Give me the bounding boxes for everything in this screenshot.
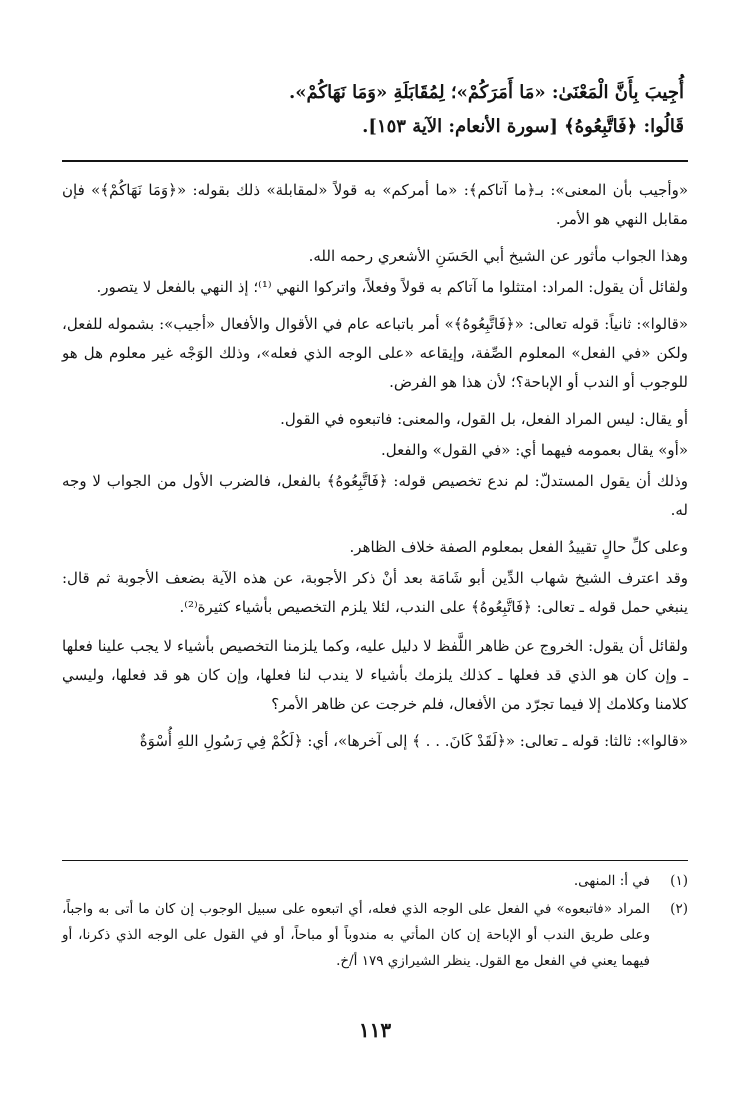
footnote-number: (٢) xyxy=(670,901,688,917)
matn-line-1: أُجِيبَ بِأَنَّ الْمَعْنَىٰ: «مَا أَمَرَكُمْ»؛ لِمُقَابَلَةِ «وَمَا نَهَاكُمْ». xyxy=(289,82,684,103)
footnote-text: المراد «فاتبعوه» في الفعل على الوجه الذي فعله، أي اتبعوه على سبيل الوجوب إن كان ما أتى به واجباً، وعلى طريق الندب أو الإباحة إن كان المأتي به مندوباً أو مباحاً، أو في القول على الوجه الذي ذكرنا، أو فيهما يعني في الفعل مع القول. ينظر الشيرازي ١٧٩ أ/خ. xyxy=(62,901,650,969)
paragraph-2: وهذا الجواب مأثور عن الشيخ أبي الحَسَنِ الأشعري رحمه الله. xyxy=(308,247,688,265)
paragraph-7: وذلك أن يقول المستدلّ: لم ندع تخصيص قوله: ﴿فَاتَّبِعُوهُ﴾ بالفعل، فالضرب الأول من الجواب لا وجه له. xyxy=(62,472,688,519)
paragraph-3: ولقائل أن يقول: المراد: امتثلوا ما آتاكم به قولاً وفعلاً، واتركوا النهي ⁽¹⁾؛ إذ النهي بالفعل لا يتصور. xyxy=(96,278,688,296)
paragraph-11: «قالوا»: ثالثا: قوله ـ تعالى: «﴿لَقَدْ كَانَ. . . ﴾ إلى آخرها»، أي: ﴿لَكُمْ فِي رَسُولِ اللهِ أُسْوَةٌ xyxy=(139,732,688,750)
paragraph-1: «وأجيب بأن المعنى»: بـ﴿ما آتاكم﴾: «ما أمركم» به قولاً «لمقابلة» ذلك بقوله: «﴿وَمَا نَهَاكُمْ﴾» فإن مقابل النهي هو الأمر. xyxy=(62,181,688,228)
paragraph-9: وقد اعترف الشيخ شهاب الدِّين أبو شَامَة بعد أنْ ذكر الأجوبة، عن هذه الآية بضعف الأجوبة ثم قال: ينبغي حمل قوله ـ تعالى: ﴿فَاتَّبِعُوهُ﴾ على الندب، لئلا يلزم التخصيص بأشياء كثيرة⁽²⁾. xyxy=(62,569,688,616)
footnote-text: في أ: المنهى. xyxy=(573,873,650,889)
paragraph-6: «أو» يقال بعمومه فيهما أي: «في القول» والفعل. xyxy=(380,441,688,459)
matn-header xyxy=(64,80,684,148)
paragraph-8: وعلى كلِّ حالٍ تقييدُ الفعل بمعلوم الصفة خلاف الظاهر. xyxy=(349,538,688,556)
footnote-divider xyxy=(62,860,688,861)
footnote-number: (١) xyxy=(670,873,688,889)
paragraph-4: «قالوا»: ثانياً: قوله تعالى: «﴿فَاتَّبِعُوهُ﴾» أمر باتباعه عام في الأقوال والأفعال «أجيب»: بشموله للفعل، ولكن «في الفعل» المعلوم الصِّفة، وإيقاعه «على الوجه الذي فعله»، وذلك الوَجْه غير معلوم هل هو للوجوب أو الندب أو الإباحة؟؛ لأن هذا هو الفرض. xyxy=(62,315,688,391)
footnote-2 xyxy=(62,896,688,974)
commentary-body xyxy=(62,176,688,764)
paragraph-10: ولقائل أن يقول: الخروج عن ظاهر اللَّفظ لا دليل عليه، وكما يلزمنا التخصيص بأشياء لا يجب علينا فعلها ـ وإن كان هو الذي قد فعلها ـ كذلك يلزمك بأشياء لا يندب لنا فعلها، وإن كان هو قد فعلها، وليسي كلامنا وكلامك إلا فيما تجرّد من الأفعال، فلم خرجت عن ظاهر الأمر؟ xyxy=(62,637,688,713)
footnotes xyxy=(62,868,688,976)
paragraph-5: أو يقال: ليس المراد الفعل، بل القول، والمعنى: فاتبعوه في القول. xyxy=(280,410,688,428)
matn-line-2: قَالُوا: ﴿فَاتَّبِعُوهُ﴾ [سورة الأنعام: الآية ١٥٣]. xyxy=(362,116,684,137)
page-number: ١١٣ xyxy=(358,1018,392,1042)
header-divider xyxy=(62,160,688,162)
footnote-1 xyxy=(62,868,688,894)
